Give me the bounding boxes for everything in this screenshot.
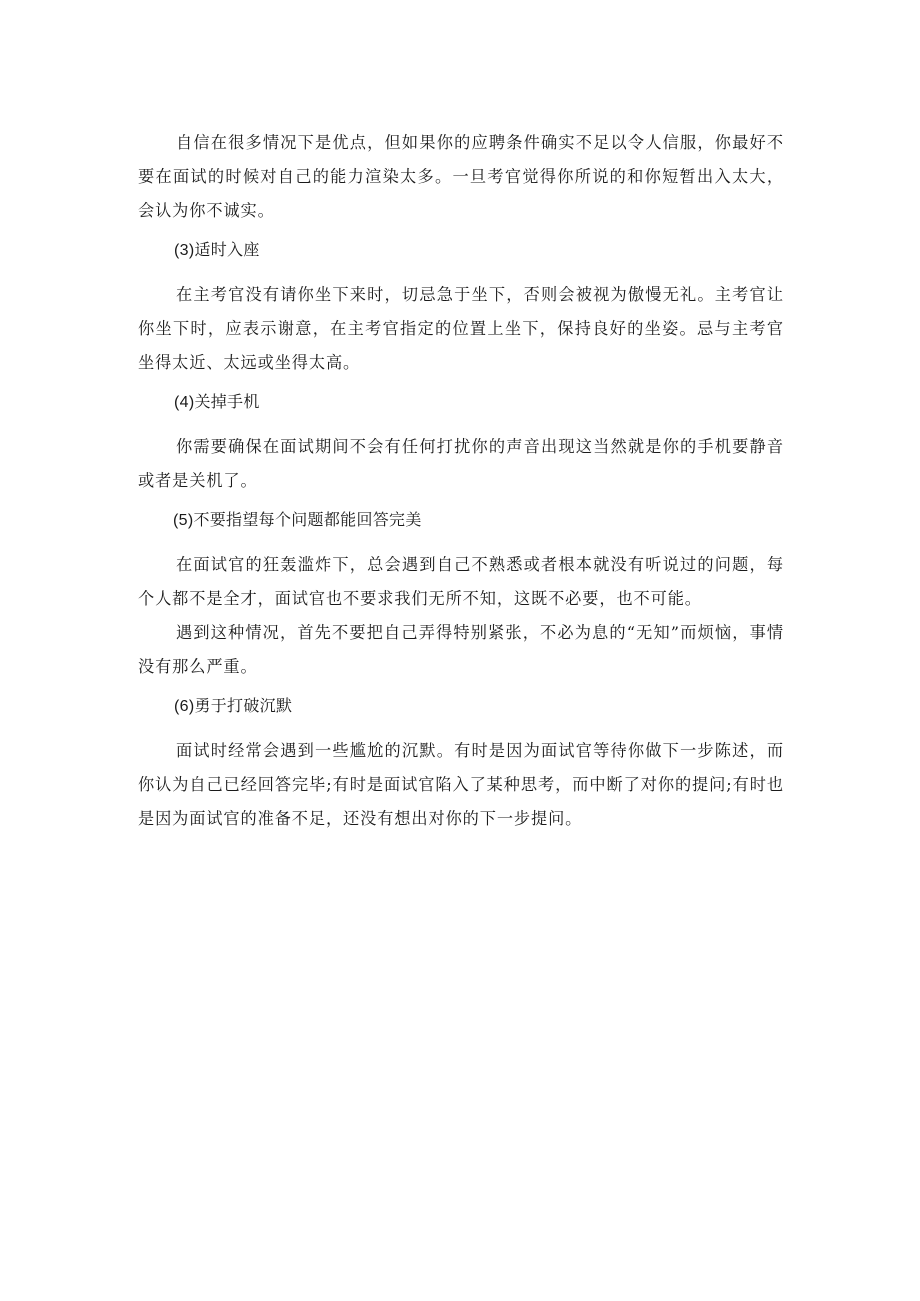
section-heading-6: (6)勇于打破沉默 (174, 698, 293, 715)
paragraph-seating: 在主考官没有请你坐下来时，切忌急于坐下，否则会被视为傲慢无礼。主考官让你坐下时，应表示谢意，在主考官指定的位置上坐下，保持良好的坐姿。忌与主考官坐得太近、太远或坐得太高。 (138, 285, 784, 372)
paragraph-silence: 面试时经常会遇到一些尴尬的沉默。有时是因为面试官等待你做下一步陈述，而你认为自己已经回答完毕;有时是面试官陷入了某种思考，而中断了对你的提问;有时也是因为面试官的准备不足，还没有想出对你的下一步提问。 (138, 741, 784, 828)
paragraph-dont-panic: 遇到这种情况，首先不要把自己弄得特别紧张，不必为息的“无知”而烦恼，事情没有那么严重。 (138, 623, 784, 676)
paragraph-confidence: 自信在很多情况下是优点，但如果你的应聘条件确实不足以令人信服，你最好不要在面试的时候对自己的能力渲染太多。一旦考官觉得你所说的和你短暂出入太大，会认为你不诚实。 (138, 133, 784, 220)
section-heading-4: (4)关掉手机 (174, 394, 260, 411)
paragraph-questions: 在面试官的狂轰滥炸下，总会遇到自己不熟悉或者根本就没有听说过的问题，每个人都不是全才，面试官也不要求我们无所不知，这既不必要，也不可能。 (138, 555, 784, 608)
section-heading-5: (5)不要指望每个问题都能回答完美 (173, 512, 422, 529)
paragraph-phone: 你需要确保在面试期间不会有任何打扰你的声音出现这当然就是你的手机要静音或者是关机了。 (138, 437, 784, 490)
document-body (138, 126, 784, 836)
section-heading-3: (3)适时入座 (174, 242, 260, 259)
